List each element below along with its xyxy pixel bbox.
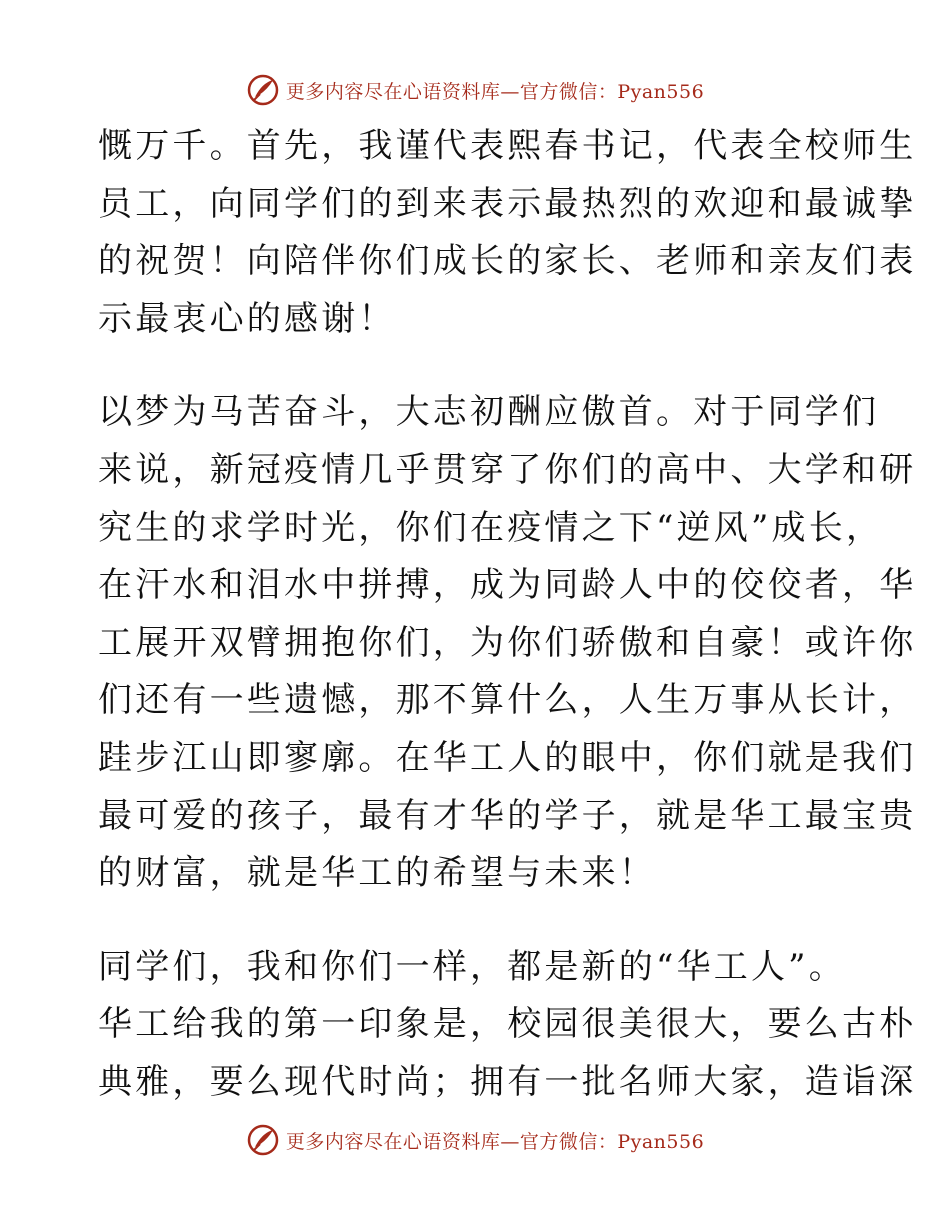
- text-line: 最可爱的孩子，最有才华的学子，就是华工最宝贵: [98, 795, 917, 836]
- text-line: 慨万千。首先，我谨代表熙春书记，代表全校师生: [98, 126, 917, 166]
- footer-watermark-banner: [0, 1120, 950, 1160]
- paragraph-3: [98, 939, 917, 1112]
- paragraph-1: [98, 118, 917, 348]
- text-line: 跬步江山即寥廓。在华工人的眼中，你们就是我们: [98, 737, 917, 778]
- text-line: 员工，向同学们的到来表示最热烈的欢迎和最诚挚: [98, 183, 917, 224]
- text-line: 们还有一些遗憾，那不算什么，人生万事从长计，: [98, 680, 917, 721]
- text-line: 典雅，要么现代时尚；拥有一批名师大家，造诣深: [98, 1061, 917, 1102]
- paragraph-spacer: [98, 903, 858, 939]
- header-watermark-banner: [0, 70, 950, 110]
- text-line: 的财富，就是华工的希望与未来！: [98, 853, 656, 894]
- paragraph-spacer: [98, 348, 858, 384]
- text-line: 示最衷心的感谢！: [98, 298, 396, 339]
- paragraph-2: [98, 384, 917, 902]
- text-line: 以梦为马苦奋斗，大志初酬应傲首。对于同学们: [98, 392, 880, 433]
- text-line: 来说，新冠疫情几乎贯穿了你们的高中、大学和研: [98, 449, 917, 490]
- text-line: 在汗水和泪水中拼搏，成为同龄人中的佼佼者，华: [98, 565, 917, 606]
- header-watermark-text: 更多内容尽在心语资料库—官方微信：Pyan556: [285, 80, 705, 103]
- text-line: 的祝贺！向陪伴你们成长的家长、老师和亲友们表: [98, 241, 917, 282]
- text-line: 工展开双臂拥抱你们，为你们骄傲和自豪！或许你: [98, 622, 917, 663]
- text-line: 华工给我的第一印象是，校园很美很大，要么古朴: [98, 1004, 917, 1045]
- footer-watermark-text: 更多内容尽在心语资料库—官方微信：Pyan556: [285, 1130, 705, 1153]
- document-body: [98, 118, 917, 1112]
- text-line: 究生的求学时光，你们在疫情之下“逆风”成长，: [98, 507, 884, 548]
- quill-circle-logo-icon: [246, 1123, 280, 1157]
- quill-circle-logo-icon: [246, 73, 280, 107]
- text-line: 同学们，我和你们一样，都是新的“华工人”。: [98, 946, 846, 987]
